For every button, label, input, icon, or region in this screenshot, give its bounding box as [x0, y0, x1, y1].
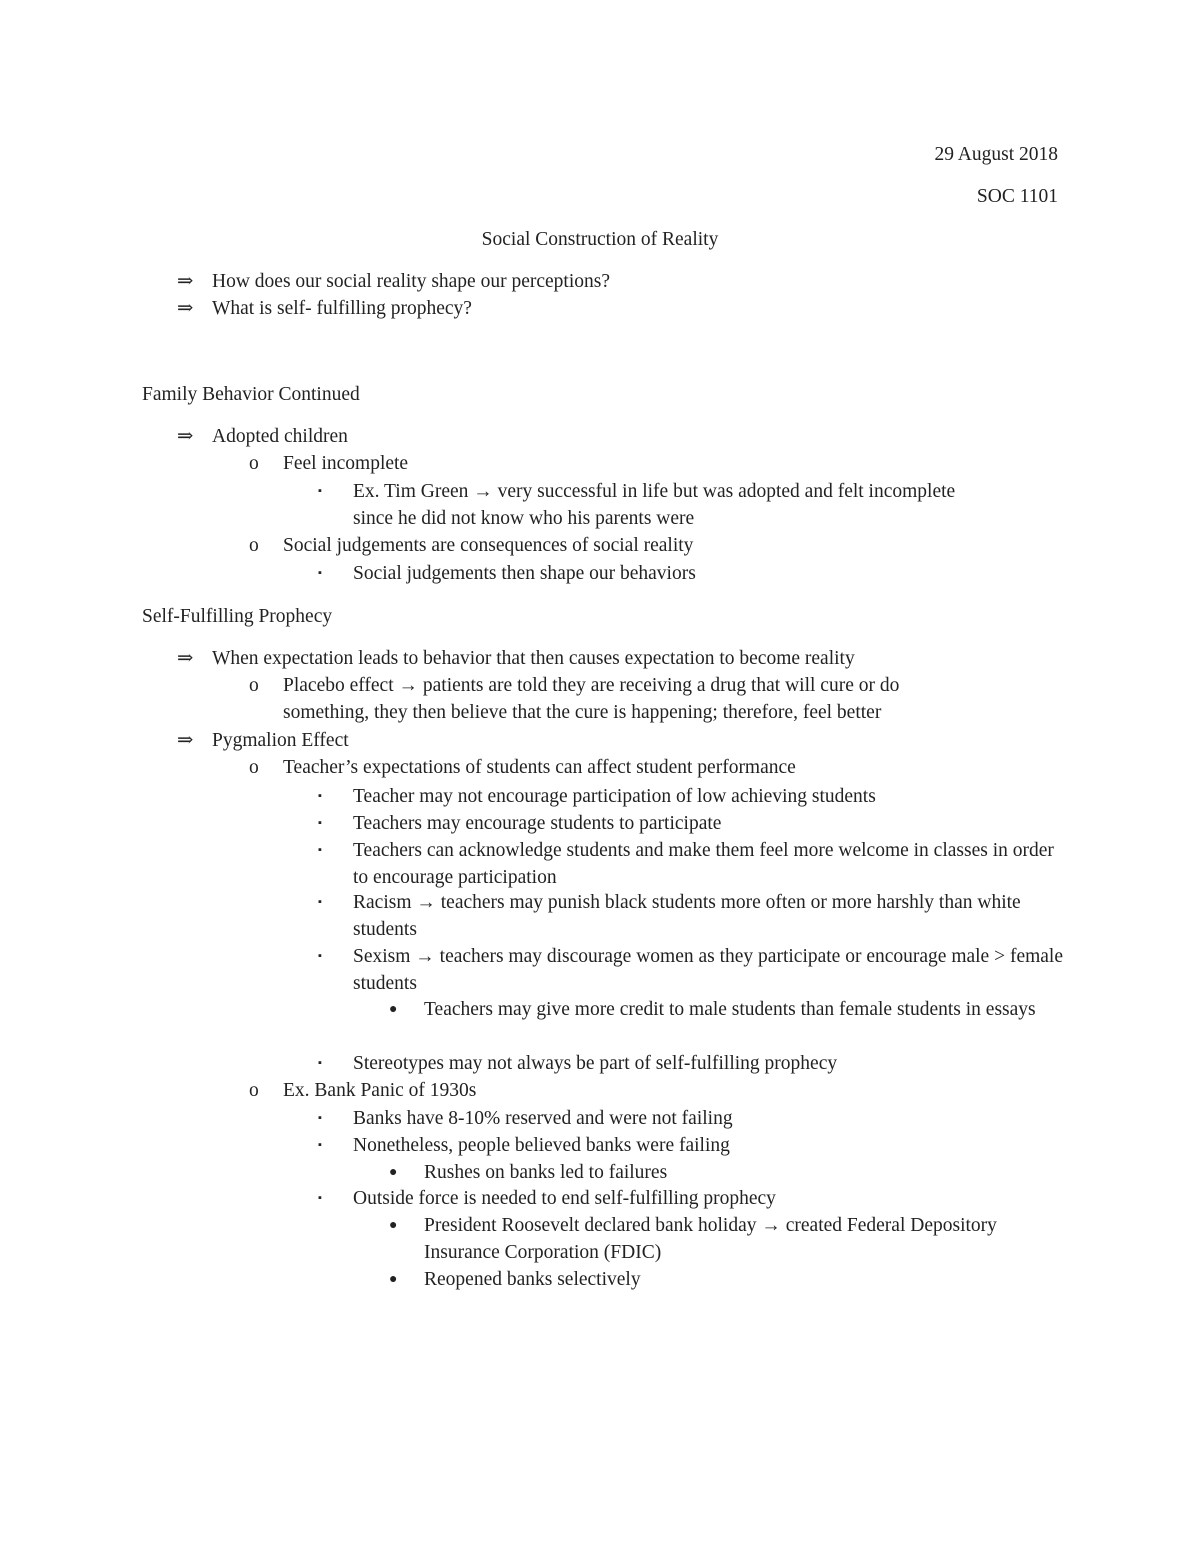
list-item-text: Ex. Tim Green → very successful in life but was adopted and felt incomplete since he did not know who his parents were	[353, 481, 956, 529]
list-item-text: Racism → teachers may punish black students more often or more harshly than white students	[353, 892, 1021, 940]
round-bullet: ●	[389, 1002, 398, 1017]
list-item	[389, 1212, 1064, 1266]
date: 29 August 2018	[934, 144, 1058, 165]
list-item-text: Nonetheless, people believed banks were failing	[353, 1135, 730, 1156]
list-item	[249, 672, 974, 726]
square-bullet: ▪	[318, 817, 322, 829]
square-bullet: ▪	[318, 790, 322, 802]
square-bullet: ▪	[318, 485, 322, 497]
list-item-text: How does our social reality shape our perceptions?	[212, 271, 610, 292]
list-item-text: Adopted children	[212, 426, 348, 447]
list-item-text: Social judgements then shape our behaviors	[353, 563, 696, 584]
list-item	[389, 1159, 1064, 1186]
arrow-marker: ⇒	[177, 271, 194, 292]
square-bullet: ▪	[318, 1139, 322, 1151]
list-item	[389, 996, 1064, 1023]
list-item	[177, 268, 1037, 295]
list-item-text: Ex. Bank Panic of 1930s	[283, 1080, 477, 1101]
list-item	[177, 295, 1037, 322]
list-item-text: Banks have 8-10% reserved and were not failing	[353, 1108, 733, 1129]
round-bullet: ●	[389, 1218, 398, 1233]
circle-marker: o	[249, 1080, 259, 1101]
list-item	[177, 727, 1037, 754]
list-item	[318, 1050, 1063, 1077]
list-item-text: Sexism → teachers may discourage women as they participate or encourage male > female students	[353, 946, 1064, 994]
arrow-marker: ⇒	[177, 648, 194, 669]
arrow-marker: ⇒	[177, 298, 194, 319]
list-item	[318, 560, 1063, 587]
circle-marker: o	[249, 675, 259, 696]
list-item	[318, 1105, 1063, 1132]
list-item-text: Pygmalion Effect	[212, 730, 349, 751]
list-item	[249, 532, 1059, 559]
list-item	[249, 1077, 1059, 1104]
square-bullet: ▪	[318, 1057, 322, 1069]
list-item-text: When expectation leads to behavior that then causes expectation to become reality	[212, 648, 855, 669]
list-item	[318, 810, 1063, 837]
list-item	[318, 1185, 1063, 1212]
list-item-text: What is self- fulfilling prophecy?	[212, 298, 472, 319]
list-item-text: Outside force is needed to end self-fulfilling prophecy	[353, 1188, 776, 1209]
list-item-text: Placebo effect → patients are told they are receiving a drug that will cure or do something, they then believe that the cure is happening; therefore, feel better	[283, 675, 900, 723]
list-item-text: Teachers may give more credit to male students than female students in essays	[424, 999, 1036, 1020]
list-item-text: Teacher may not encourage participation of low achieving students	[353, 786, 876, 807]
section-heading: Family Behavior Continued	[142, 384, 360, 405]
list-item-text: President Roosevelt declared bank holiday → created Federal Depository Insurance Corporation (FDIC)	[424, 1215, 997, 1263]
list-item-text: Feel incomplete	[283, 453, 409, 474]
list-item-text: Teacher’s expectations of students can affect student performance	[283, 757, 796, 778]
arrow-marker: ⇒	[177, 426, 194, 447]
list-item	[318, 889, 1063, 943]
circle-marker: o	[249, 535, 259, 556]
square-bullet: ▪	[318, 950, 322, 962]
list-item	[249, 450, 1059, 477]
list-item-text: Stereotypes may not always be part of self-fulfilling prophecy	[353, 1053, 838, 1074]
page-title: Social Construction of Reality	[481, 229, 719, 250]
circle-marker: o	[249, 757, 259, 778]
list-item	[318, 837, 1063, 891]
square-bullet: ▪	[318, 896, 322, 908]
list-item-text: Teachers may encourage students to participate	[353, 813, 722, 834]
arrow-marker: ⇒	[177, 730, 194, 751]
square-bullet: ▪	[318, 1112, 322, 1124]
round-bullet: ●	[389, 1165, 398, 1180]
round-bullet: ●	[389, 1272, 398, 1287]
list-item-text: Social judgements are consequences of social reality	[283, 535, 694, 556]
square-bullet: ▪	[318, 567, 322, 579]
list-item-text: Teachers can acknowledge students and make them feel more welcome in classes in order to encourage participation	[353, 840, 1054, 888]
list-item	[177, 645, 1037, 672]
list-item-text: Rushes on banks led to failures	[424, 1162, 668, 1183]
list-item	[318, 478, 998, 532]
list-item	[389, 1266, 1064, 1293]
circle-marker: o	[249, 453, 259, 474]
list-item	[177, 423, 1037, 450]
list-item	[318, 943, 1063, 997]
section-heading: Self-Fulfilling Prophecy	[142, 606, 333, 627]
list-item-text: Reopened banks selectively	[424, 1269, 641, 1290]
square-bullet: ▪	[318, 844, 322, 856]
square-bullet: ▪	[318, 1192, 322, 1204]
list-item	[249, 754, 1059, 781]
list-item	[318, 1132, 1063, 1159]
course-code: SOC 1101	[976, 186, 1058, 207]
list-item	[318, 783, 1063, 810]
